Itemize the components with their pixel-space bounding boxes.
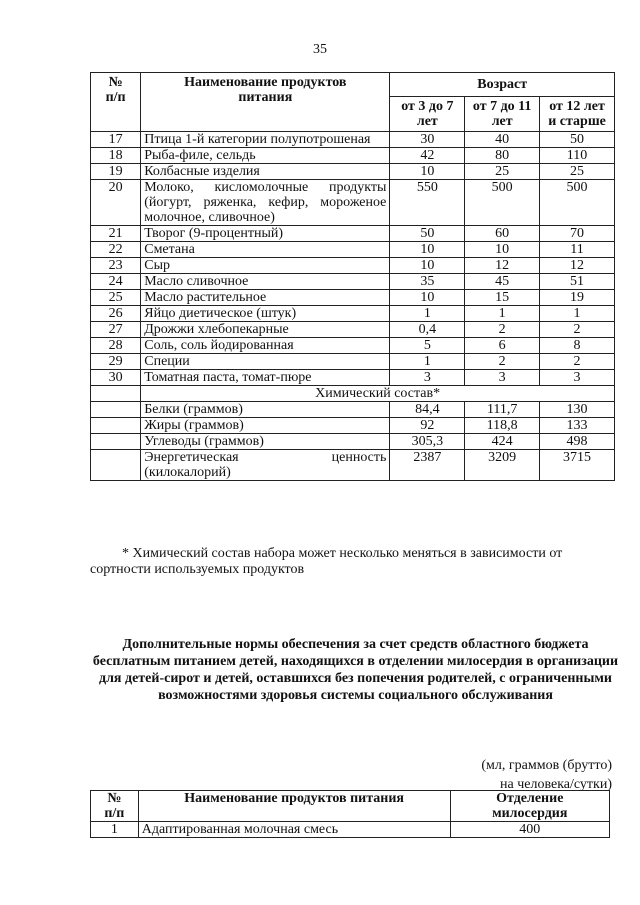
t2-cell-value: 400: [450, 822, 609, 838]
row-number: 18: [91, 148, 141, 164]
age-value: 10: [465, 242, 540, 258]
chem-header-row: [91, 386, 615, 402]
age-value: 3: [465, 370, 540, 386]
chem-name: Белки (граммов): [141, 402, 390, 418]
age-value: 45: [465, 274, 540, 290]
chem-row-empty: [91, 402, 141, 418]
chem-name: Жиры (граммов): [141, 418, 390, 434]
product-name: Птица 1-й категории полупотрошеная: [141, 132, 390, 148]
product-name: Колбасные изделия: [141, 164, 390, 180]
age-value: 15: [465, 290, 540, 306]
page-number: 35: [313, 42, 327, 57]
table-row: [91, 338, 615, 354]
product-name: Масло сливочное: [141, 274, 390, 290]
header-age-12-plus: от 12 лет и старше: [540, 97, 615, 132]
section-title: Дополнительные нормы обеспечения за счет средств областного бюджета бесплатным питанием детей, находящихся в отделении милосердия в организации для детей-сирот и детей, оставшихся без попечения родителей, с ограниченными возможностями здоровья системы социального обслуживания: [92, 637, 619, 703]
chem-composition-header: Химический состав*: [141, 386, 615, 402]
age-value: 11: [540, 242, 615, 258]
product-name: Масло растительное: [141, 290, 390, 306]
chem-name: Углеводы (граммов): [141, 434, 390, 450]
row-number: 23: [91, 258, 141, 274]
table-row: [91, 434, 615, 450]
chem-row-empty: [91, 434, 141, 450]
age-value: 3: [390, 370, 465, 386]
row-number: 24: [91, 274, 141, 290]
header-age-7-11: от 7 до 11 лет: [465, 97, 540, 132]
age-value: 51: [540, 274, 615, 290]
table-row: [91, 274, 615, 290]
age-value: 2: [540, 354, 615, 370]
age-value: 0,4: [390, 322, 465, 338]
row-number: 25: [91, 290, 141, 306]
age-value: 1: [465, 306, 540, 322]
age-value: 2: [540, 322, 615, 338]
age-value: 12: [540, 258, 615, 274]
age-value: 10: [390, 290, 465, 306]
age-value: 2: [465, 322, 540, 338]
t2-header-num: № п/п: [91, 791, 139, 822]
table-row: [91, 242, 615, 258]
t2-cell-num: 1: [91, 822, 139, 838]
chem-value: 118,8: [465, 418, 540, 434]
t2-header-product-name: Наименование продуктов питания: [138, 791, 450, 822]
header-age: Возраст: [390, 73, 615, 97]
product-name: Специи: [141, 354, 390, 370]
chem-value: 84,4: [390, 402, 465, 418]
table-row: [91, 148, 615, 164]
table-row: [91, 354, 615, 370]
chem-value: 133: [540, 418, 615, 434]
age-value: 50: [540, 132, 615, 148]
header-age-3-7: от 3 до 7 лет: [390, 97, 465, 132]
age-value: 5: [390, 338, 465, 354]
age-value: 8: [540, 338, 615, 354]
table-row: [91, 450, 615, 481]
age-value: 1: [390, 354, 465, 370]
age-value: 30: [390, 132, 465, 148]
product-name: Соль, соль йодированная: [141, 338, 390, 354]
table-row: [91, 822, 610, 838]
table-row: [91, 290, 615, 306]
row-number: 20: [91, 180, 141, 226]
age-value: 60: [465, 226, 540, 242]
chem-name: Энергетическая ценность (килокалорий): [141, 450, 390, 481]
chem-value: 130: [540, 402, 615, 418]
chem-value: 424: [465, 434, 540, 450]
additional-norms-table: [90, 790, 610, 838]
age-value: 3: [540, 370, 615, 386]
header-num: № п/п: [91, 73, 141, 132]
age-value: 42: [390, 148, 465, 164]
table-row: [91, 322, 615, 338]
footnote-line-2: сортности используемых продуктов: [90, 562, 305, 577]
table-row: [91, 180, 615, 226]
chem-row-empty: [91, 418, 141, 434]
chem-value: 2387: [390, 450, 465, 481]
t2-cell-name: Адаптированная молочная смесь: [138, 822, 450, 838]
footnote-line-1: * Химический состав набора может несколько меняться в зависимости от: [122, 546, 563, 561]
age-value: 25: [465, 164, 540, 180]
age-value: 1: [540, 306, 615, 322]
row-number: 26: [91, 306, 141, 322]
row-number: 28: [91, 338, 141, 354]
product-name: Молоко, кисломолочные продукты (йогурт, ряженка, кефир, мороженое молочное, сливочное): [141, 180, 390, 226]
product-name: Сметана: [141, 242, 390, 258]
age-value: 10: [390, 164, 465, 180]
table-row: [91, 306, 615, 322]
age-value: 50: [390, 226, 465, 242]
table-row: [91, 164, 615, 180]
header-product-name: Наименование продуктов питания: [141, 73, 390, 132]
table-row: [91, 132, 615, 148]
age-value: 500: [540, 180, 615, 226]
row-number: 27: [91, 322, 141, 338]
product-name: Рыба-филе, сельдь: [141, 148, 390, 164]
unit-note-line-2: на человека/сутки): [500, 777, 612, 792]
row-number: 30: [91, 370, 141, 386]
age-value: 40: [465, 132, 540, 148]
table-row: [91, 226, 615, 242]
chem-value: 3715: [540, 450, 615, 481]
row-number: 17: [91, 132, 141, 148]
age-value: 550: [390, 180, 465, 226]
row-number: 21: [91, 226, 141, 242]
product-name: Яйцо диетическое (штук): [141, 306, 390, 322]
chem-value: 305,3: [390, 434, 465, 450]
chem-value: 111,7: [465, 402, 540, 418]
age-value: 80: [465, 148, 540, 164]
chem-header-empty: [91, 386, 141, 402]
chem-row-empty: [91, 450, 141, 481]
age-value: 110: [540, 148, 615, 164]
age-value: 1: [390, 306, 465, 322]
chem-value: 3209: [465, 450, 540, 481]
chem-value: 498: [540, 434, 615, 450]
product-name: Сыр: [141, 258, 390, 274]
product-name: Творог (9-процентный): [141, 226, 390, 242]
product-name: Томатная паста, томат-пюре: [141, 370, 390, 386]
age-value: 500: [465, 180, 540, 226]
age-value: 19: [540, 290, 615, 306]
row-number: 22: [91, 242, 141, 258]
chem-value: 92: [390, 418, 465, 434]
table-row: [91, 418, 615, 434]
row-number: 19: [91, 164, 141, 180]
nutrition-norms-table: [90, 72, 615, 481]
age-value: 6: [465, 338, 540, 354]
row-number: 29: [91, 354, 141, 370]
age-value: 12: [465, 258, 540, 274]
table-row: [91, 402, 615, 418]
product-name: Дрожжи хлебопекарные: [141, 322, 390, 338]
age-value: 70: [540, 226, 615, 242]
table-row: [91, 258, 615, 274]
age-value: 2: [465, 354, 540, 370]
table-row: [91, 370, 615, 386]
unit-note-line-1: (мл, граммов (брутто): [481, 758, 612, 773]
age-value: 10: [390, 258, 465, 274]
age-value: 10: [390, 242, 465, 258]
t2-header-department: Отделение милосердия: [450, 791, 609, 822]
age-value: 25: [540, 164, 615, 180]
age-value: 35: [390, 274, 465, 290]
